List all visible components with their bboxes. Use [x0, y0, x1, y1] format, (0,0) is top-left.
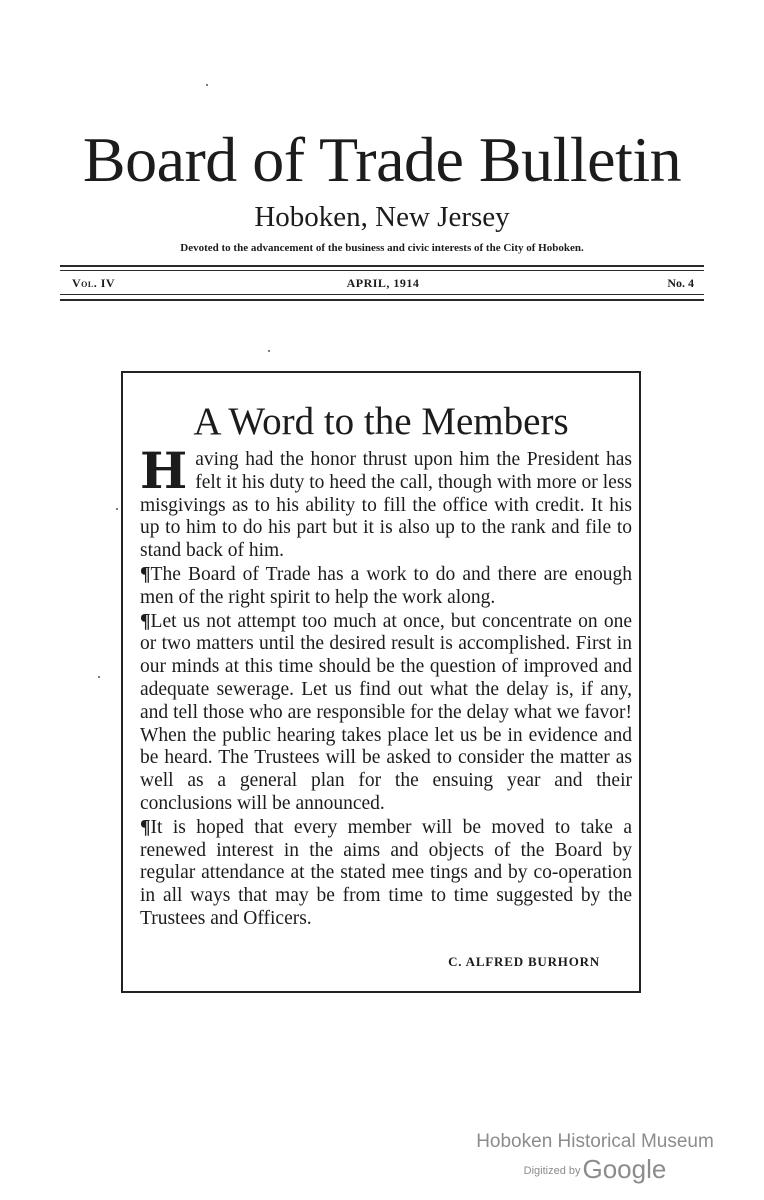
issue-volume: Vol. IV [72, 276, 116, 290]
paragraph-text: The Board of Trade has a work to do and there are enough men of the right spirit to help the work along. [140, 563, 632, 608]
watermark-digitized [440, 1154, 750, 1186]
scan-speck [268, 350, 270, 352]
issue-date: APRIL, 1914 [346, 276, 420, 290]
article-signature: C. ALFRED BURHORN [448, 954, 600, 969]
paragraph-text: Let us not attempt too much at once, but concentrate on one or two matters until the desired result is accomplished. First in our minds at this time should be the question of improved and adequate sewerage. Let us find out what the delay is, if any, and tell those who are responsible for the delay what we favor! When the public hearing takes place let us be in evidence and be heard. The Trustees will be asked to consider the matter as well as a general plan for the ensuing year and their conclusions will be announced. [140, 610, 632, 814]
pilcrow-icon: ¶ [140, 610, 151, 632]
paragraph-text: It is hoped that every member will be moved to take a renewed interest in the aims and objects of the Board by regular attendance at the stated mee tings and by co-operation in all ways that may be from time to time suggested by the Trustees and Officers. [140, 816, 632, 929]
article-paragraph [140, 564, 632, 610]
watermark-digitized-label: Digitized by [523, 1165, 581, 1177]
divider-rule [60, 270, 704, 271]
article-box [121, 371, 641, 993]
masthead-subtitle: Hoboken, New Jersey [254, 201, 510, 233]
divider-rule [60, 299, 704, 301]
issue-line [72, 274, 694, 292]
pilcrow-icon: ¶ [140, 816, 151, 838]
article-paragraph [140, 611, 632, 816]
masthead-tagline: Devoted to the advancement of the business and civic interests of the City of Hoboken. [180, 242, 584, 254]
watermark-brand: Google [582, 1154, 667, 1184]
article-title: A Word to the Members [193, 400, 569, 443]
article-paragraph [140, 817, 632, 931]
watermark-museum: Hoboken Historical Museum [476, 1131, 714, 1152]
drop-cap: H [140, 441, 188, 500]
article-body [140, 441, 632, 931]
divider-rule [60, 265, 704, 267]
scan-speck [116, 508, 118, 510]
issue-number: No. 4 [667, 276, 694, 290]
digitization-watermark [440, 1130, 750, 1186]
article-paragraph [140, 441, 632, 563]
masthead-title: Board of Trade Bulletin [82, 124, 682, 195]
pilcrow-icon: ¶ [140, 563, 151, 585]
scan-speck [98, 676, 100, 678]
scan-speck [206, 84, 208, 86]
paragraph-text: aving had the honor thrust upon him the President has felt it his duty to heed the call, though with more or less misgivings as to his ability to fill the office with credit. It his up to him to do his part but it is also up to the rank and file to stand back of him. [140, 449, 632, 562]
divider-rule [60, 294, 704, 295]
